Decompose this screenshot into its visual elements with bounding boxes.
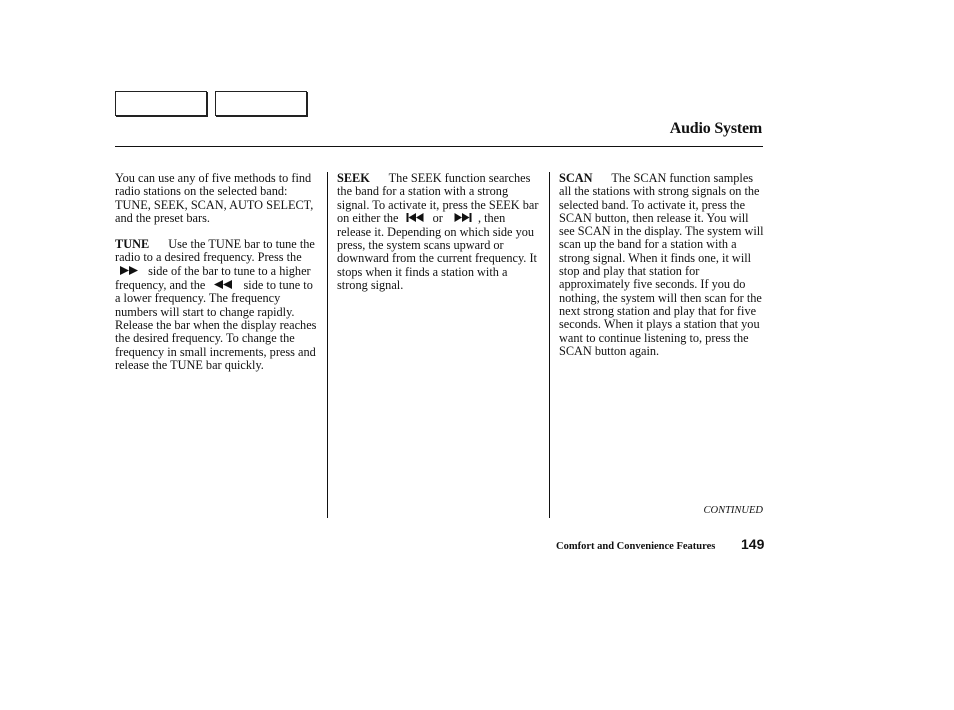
column-divider-1 [327,172,328,518]
continued-label: CONTINUED [703,505,763,516]
nav-tab-box-1[interactable] [115,91,207,116]
tune-text-b: side of the bar to tune to a higher frequency, and the [115,263,311,292]
column-2 [337,172,541,292]
rewind-icon [212,279,234,292]
scan-text: The SCAN function samples all the stations with strong signals on the selected band. To activate it, press the SCAN button, then release it. You will see SCAN in the display. The system will scan up the band for a station with a strong signal. When it finds one, it will stop and play that station for approximately five seconds. If you do nothing, the system will then scan for the next strong station and play that for five seconds. When it plays a station that you want to continue listening to, press the SCAN button again. [559,171,764,358]
scan-paragraph [559,172,765,358]
column-1 [115,172,321,372]
tune-text-a: Use the TUNE bar to tune the radio to a desired frequency. Press the [115,237,315,265]
skip-forward-icon [454,212,472,225]
tune-heading: TUNE [115,237,150,252]
skip-back-icon [406,212,424,225]
seek-paragraph [337,172,541,292]
tune-paragraph [115,238,321,372]
fast-forward-icon [119,265,139,278]
column-3 [559,172,765,358]
page-title: Audio System [669,120,762,137]
scan-heading: SCAN [559,171,593,185]
seek-text-b: , then release it. Depending on which side you press, the system scans upward or downward from the current frequency. It stops when it finds a station with a strong signal. [337,210,537,292]
intro-paragraph: You can use any of five methods to find radio stations on the selected band: TUNE, SEEK, SCAN, AUTO SELECT, and the preset bars. [115,171,314,225]
seek-text-a: The SEEK function searches the band for a station with a strong signal. To activate it, press the SEEK bar on either the [337,171,539,225]
page-number: 149 [741,536,765,552]
seek-or: or [432,210,443,225]
nav-tab-box-2[interactable] [215,91,307,116]
column-divider-2 [549,172,550,518]
header-rule [115,146,763,147]
footer-section-title: Comfort and Convenience Features [556,541,716,552]
tune-text-c: side to tune to a lower frequency. The frequency numbers will start to change rapidly. Release the bar when the display reaches the desired frequency. To change the frequency in small increments, press and release the TUNE bar quickly. [115,277,317,372]
seek-heading: SEEK [337,171,370,185]
